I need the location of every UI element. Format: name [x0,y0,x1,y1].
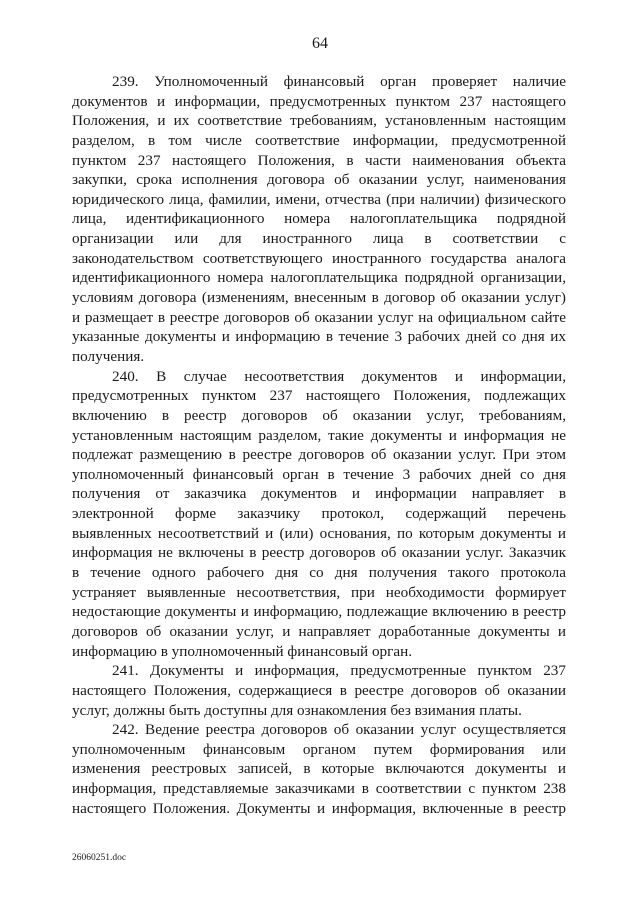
paragraph-line: Положения, и их соответствие требованиям, установленным настоящим [72,112,566,130]
paragraph-line: разделом, в том числе соответствие информации, предусмотренной [72,131,566,149]
paragraph [72,720,566,818]
paragraph-line: настоящего Положения. Документы и информация, включенные в реестр [72,799,566,817]
paragraph-line: информацию в уполномоченный финансовый орган. [72,642,413,660]
paragraph [72,72,566,367]
paragraph-line: недостающие документы и информацию, подлежащие включению в реестр [72,603,566,621]
paragraph-line: идентификационного номера налогоплательщика подрядной организации, [72,269,566,287]
paragraph-line: изменения реестровых записей, в которые включаются документы и [72,760,566,778]
paragraph-line: 241. Документы и информация, предусмотренные пунктом 237 [112,662,566,680]
paragraph-line: лица, идентификационного номера налогоплательщика подрядной [72,210,566,228]
page-number: 64 [312,35,328,52]
paragraph-line: устраняет выявленные несоответствия, при необходимости формирует [72,583,566,601]
paragraph-line: получения от заказчика документов и информации направляет в [72,485,566,503]
paragraph-line: юридического лица, фамилии, имени, отчества (при наличии) физического [72,190,566,208]
paragraph-line: предусмотренных пунктом 237 настоящего Положения, подлежащих [72,387,566,405]
paragraph-line: установленным настоящим разделом, такие документы и информация не [72,426,566,444]
paragraph-line: законодательством соответствующего иностранного государства аналога [72,249,566,267]
paragraph-line: 239. Уполномоченный финансовый орган проверяет наличие [112,73,566,90]
paragraph-line: включению в реестр договоров об оказании услуг, требованиям, [72,406,566,424]
paragraph-line: уполномоченным финансовым органом путем формирования или [72,740,566,758]
paragraph-line: уполномоченный финансовый орган в течение 3 рабочих дней со дня [72,465,566,483]
paragraph-line: указанные документы и информацию в течение 3 рабочих дней со дня их [72,328,566,346]
paragraph-line: условиям договора (изменениям, внесенным в договор об оказании услуг) [72,289,566,307]
paragraph-line: подлежат размещению в реестре договоров об оказании услуг. При этом [72,446,566,464]
paragraph-line: договоров об оказании услуг, и направляет доработанные документы и [72,622,566,640]
paragraph-line: организации или для иностранного лица в соответствии с [72,230,566,248]
paragraph [72,367,566,662]
paragraph-line: электронной форме заказчику протокол, содержащий перечень [72,505,566,523]
paragraph-line: получения. [72,347,145,365]
document-body [72,72,566,818]
paragraph [72,661,566,720]
paragraph-line: 242. Ведение реестра договоров об оказании услуг осуществляется [112,721,566,739]
paragraph-line: и размещает в реестре договоров об оказании услуг на официальном сайте [72,308,566,326]
paragraph-line: в течение одного рабочего дня со дня получения такого протокола [72,564,566,582]
paragraph-line: информация, представляемые заказчиками в соответствии с пунктом 238 [72,780,566,798]
paragraph-line: пунктом 237 настоящего Положения, в части наименования объекта [72,151,566,169]
paragraph-line: настоящего Положения, содержащиеся в реестре договоров об оказании [72,681,566,699]
paragraph-line: закупки, срока исполнения договора об оказании услуг, наименования [72,171,566,189]
paragraph-line: документов и информации, предусмотренных пунктом 237 настоящего [72,92,566,110]
paragraph-line: 240. В случае несоответствия документов и информации, [112,367,566,385]
footer-filename: 26060251.doc [72,853,127,863]
paragraph-line: информация не включены в реестр договоров об оказании услуг. Заказчик [72,544,566,562]
paragraph-line: выявленных несоответствий и (или) основания, по которым документы и [72,524,566,542]
paragraph-line: услуг, должны быть доступны для ознакомления без взимания платы. [72,701,522,719]
